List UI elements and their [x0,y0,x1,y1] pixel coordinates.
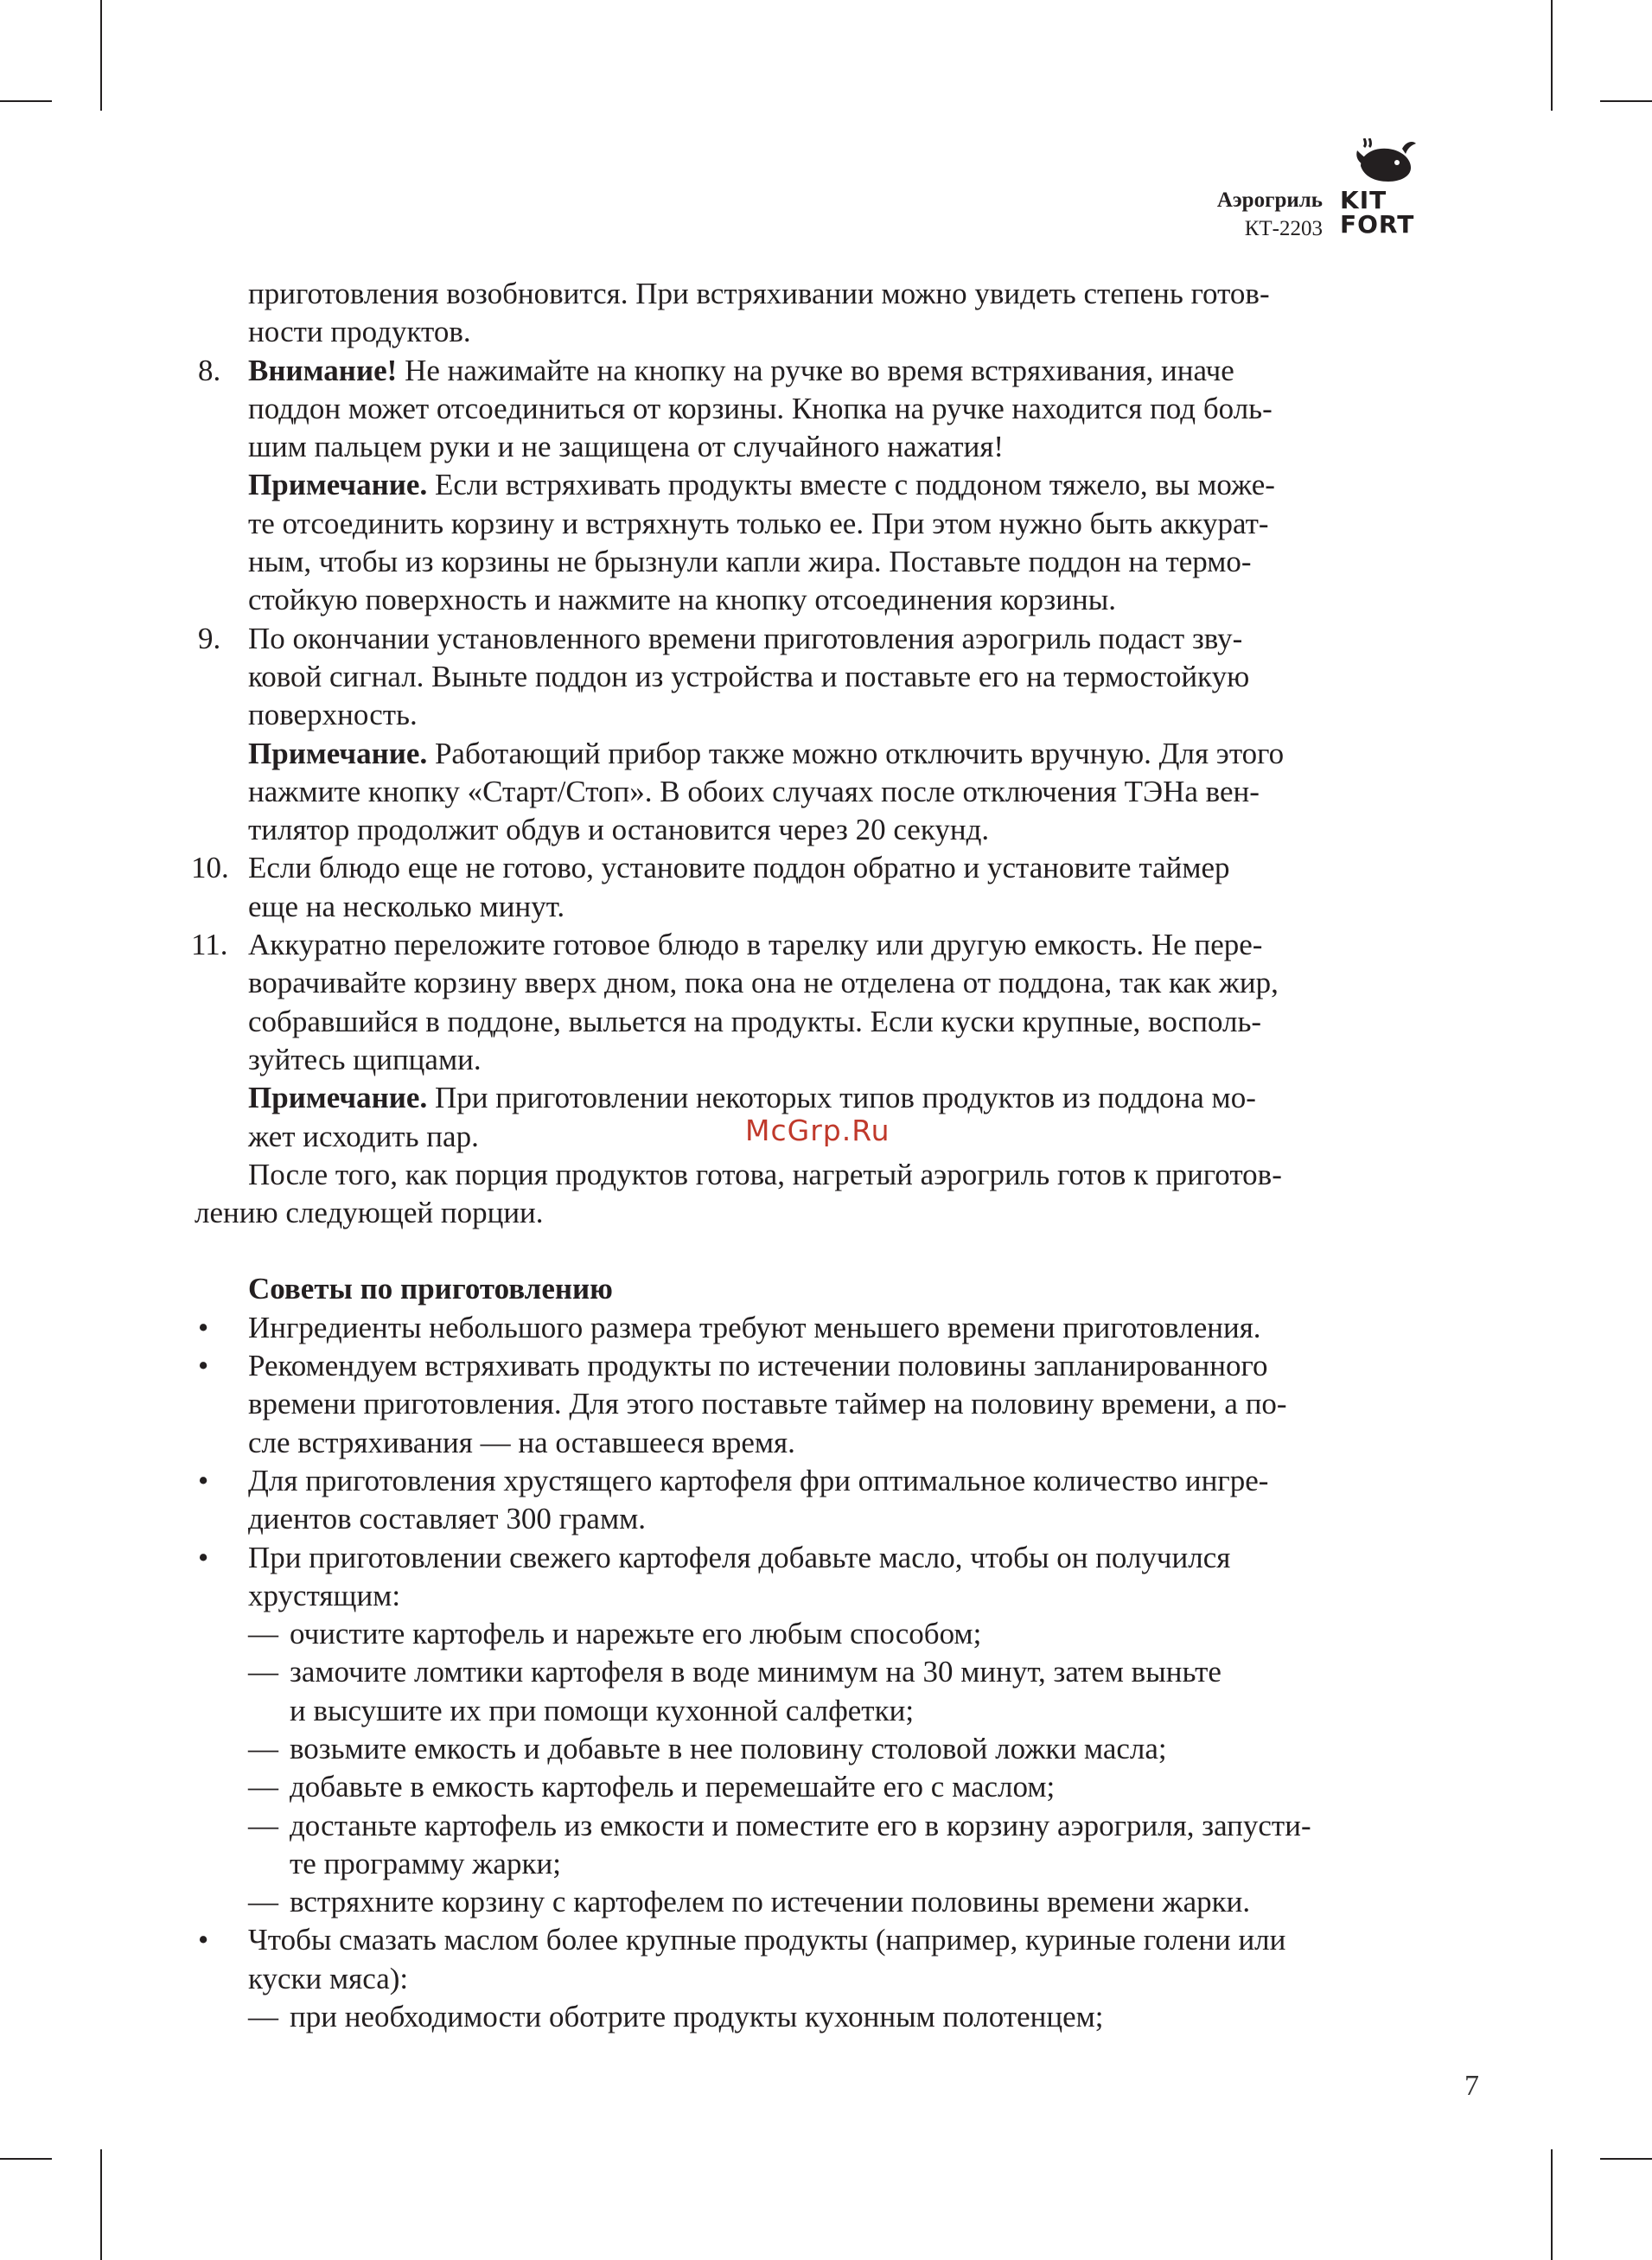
text-line: тилятор продолжит обдув и остановится через 20 секунд. [248,813,990,847]
text-line: стойкую поверхность и нажмите на кнопку отсоединения корзины. [248,583,1116,617]
list-number: 8. [198,353,221,387]
list-item [195,620,1448,850]
text-line: очистите картофель и нарежьте его любым способом; [290,1617,982,1651]
text-line: при необходимости оботрите продукты кухонным полотенцем; [290,2000,1104,2034]
text-line: замочите ломтики картофеля в воде минимум на 30 минут, затем выньте [290,1655,1221,1689]
text-line: куски мяса): [248,1961,409,1995]
dash: — [248,1885,278,1919]
text-line: ным, чтобы из корзины не брызнули капли жира. Поставьте поддон на термо- [248,545,1252,579]
text-line: ковой сигнал. Выньте поддон из устройства и поставьте его на термостойкую [248,659,1250,693]
text-line: По окончании установленного времени приготовления аэрогриль подаст зву- [248,621,1243,655]
text-line [248,1079,1448,1117]
note-label: Примечание. [248,736,428,770]
text-span: Не нажимайте на кнопку на ручке во время встряхивания, иначе [397,353,1234,387]
dash: — [248,2000,278,2034]
dash-item [195,1807,1448,1884]
bullet-item [195,1539,1448,1616]
list-number: 9. [198,621,221,655]
dash-item [195,1768,1448,1806]
text-line: сле встряхивания — на оставшееся время. [248,1425,795,1459]
text-line: возьмите емкость и добавьте в нее половину столовой ложки масла; [290,1731,1167,1765]
text-line: собравшийся в поддоне, выльется на продукты. Если куски крупные, восполь- [248,1004,1262,1038]
text-line: Рекомендуем встряхивать продукты по истечении половины запланированного [248,1349,1268,1383]
crop-mark [100,2149,102,2260]
watermark: McGrp.Ru [745,1114,890,1147]
list-number: 11. [191,928,228,962]
text-line: Если блюдо еще не готово, установите поддон обратно и установите таймер [248,851,1230,885]
text-line: После того, как порция продуктов готова, нагретый аэрогриль готов к приготов- [248,1157,1282,1191]
text-line: поверхность. [248,698,418,732]
note-label: Примечание. [248,468,428,502]
logo-text-fort: FORT [1340,210,1415,239]
dash: — [248,1655,278,1689]
text-line: добавьте в емкость картофель и перемешайте его с маслом; [290,1770,1056,1804]
bullet: • [198,1349,209,1383]
text-line [248,466,1448,504]
warning-label: Внимание! [248,353,398,387]
crop-mark [1551,2149,1553,2260]
text-line: Для приготовления хрустящего картофеля фри оптимальное количество ингре- [248,1463,1269,1497]
text-line: еще на несколько минут. [248,889,565,923]
text-line: жет исходить пар. [248,1119,479,1153]
text-line [248,352,1448,390]
bullet: • [198,1540,209,1574]
text-line: времени приготовления. Для этого поставьте таймер на половину времени, а по- [248,1387,1287,1421]
text-line: и высушите их при помощи кухонной салфетки; [290,1693,915,1727]
dash: — [248,1731,278,1765]
bullet-item [195,1462,1448,1539]
bullet-item [195,1921,1448,1998]
list-number: 10. [191,851,229,885]
bullet-item [195,1309,1448,1347]
page-number: 7 [1464,2070,1479,2102]
list-item [191,849,1448,926]
crop-mark [0,100,52,102]
dash: — [248,1617,278,1651]
text-line: лению следующей порции. [195,1196,544,1230]
kitfort-whale-icon [1355,138,1418,183]
crop-mark [100,0,102,111]
text-line: Чтобы смазать маслом более крупные продукты (например, куриные голени или [248,1923,1286,1957]
text-span: При приготовлении некоторых типов продуктов из поддона мо- [427,1081,1256,1115]
text-line: диентов составляет 300 грамм. [248,1502,647,1536]
logo-text-kit: KIT [1340,186,1387,214]
text-line: те отсоединить корзину и встряхнуть только ее. При этом нужно быть аккурат- [248,506,1269,540]
dash-item [195,1615,1448,1653]
instructions-text [191,275,1448,2036]
text-span: Работающий прибор также можно отключить вручную. Для этого [427,736,1285,770]
crop-mark [1551,0,1553,111]
dash-item [195,1653,1448,1730]
text-line: достаньте картофель из емкости и поместите его в корзину аэрогриля, запусти- [290,1808,1311,1842]
text-line: хрустящим: [248,1578,401,1612]
text-line: поддон может отсоединиться от корзины. Кнопка на ручке находится под боль- [248,391,1272,425]
bullet: • [198,1463,209,1497]
paragraph [195,1156,1448,1233]
paragraph [195,275,1448,352]
dash: — [248,1770,278,1804]
text-line: встряхните корзину с картофелем по истечении половины времени жарки. [290,1885,1251,1919]
crop-mark [1600,2158,1652,2160]
text-line: Аккуратно переложите готовое блюдо в тарелку или другую емкость. Не пере- [248,928,1263,962]
crop-mark [0,2158,52,2160]
dash-item [195,1998,1448,2036]
section-heading: Советы по приготовлению [248,1272,613,1306]
kitfort-logo-text [1340,188,1414,237]
text-line: Ингредиенты небольшого размера требуют меньшего времени приготовления. [248,1310,1261,1344]
header-model: КТ-2203 [1244,217,1323,240]
text-line: нажмите кнопку «Старт/Стоп». В обоих случаях после отключения ТЭНа вен- [248,774,1260,808]
crop-mark [1600,100,1652,102]
header-title: Аэрогриль [1216,188,1323,212]
page-header [1202,138,1461,242]
text-line: ворачивайте корзину вверх дном, пока она не отделена от поддона, так как жир, [248,966,1279,1000]
text-span: Если встряхивать продукты вместе с поддоном тяжело, вы може- [427,468,1275,502]
dash: — [248,1808,278,1842]
text-line: те программу жарки; [290,1846,561,1880]
text-line: ности продуктов. [248,315,471,349]
bullet: • [198,1310,209,1344]
text-line [248,735,1448,773]
text-line: шим пальцем руки и не защищена от случайного нажатия! [248,430,1005,464]
list-item [195,352,1448,620]
bullet: • [198,1923,209,1957]
text-line: зуйтесь щипцами. [248,1042,482,1076]
text-line: приготовления возобновится. При встряхивании можно увидеть степень готов- [248,277,1270,310]
text-line: При приготовлении свежего картофеля добавьте масло, чтобы он получился [248,1540,1231,1574]
bullet-item [195,1347,1448,1462]
dash-item [195,1883,1448,1921]
note-label: Примечание. [248,1081,428,1115]
dash-item [195,1730,1448,1768]
